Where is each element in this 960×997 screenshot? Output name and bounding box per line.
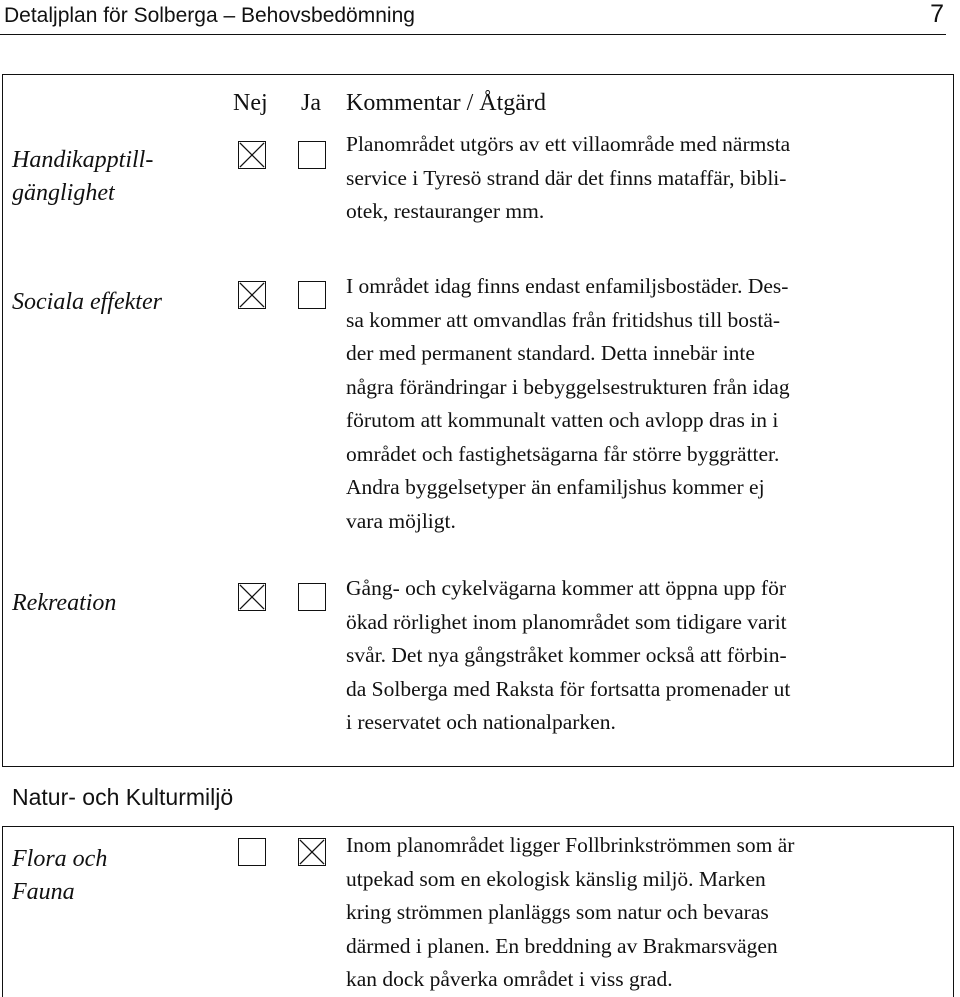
category-line: gänglighet — [12, 180, 115, 206]
comment-line: därmed i planen. En breddning av Brakmarsvägen — [346, 933, 778, 958]
comment-sociala-effekter — [346, 270, 950, 538]
column-header-ja: Ja — [301, 90, 321, 116]
comment-line: otek, restauranger mm. — [346, 199, 545, 223]
column-header-comment: Kommentar / Åtgärd — [346, 90, 546, 116]
comment-line: Andra byggelsetyper än enfamiljshus kommer ej — [346, 475, 765, 499]
category-line: Flora och — [12, 846, 108, 872]
category-line: Fauna — [12, 879, 75, 905]
comment-line: i reservatet och nationalparken. — [346, 710, 616, 734]
nej-checkbox[interactable] — [238, 281, 266, 309]
ja-checkbox[interactable] — [298, 281, 326, 309]
page-header — [0, 0, 946, 35]
row-category-rekreation — [12, 587, 212, 620]
checkmark-x-icon — [239, 142, 265, 168]
ja-checkbox[interactable] — [298, 838, 326, 866]
comment-line: några förändringar i bebyggelsestrukturen från idag — [346, 374, 790, 399]
ja-checkbox[interactable] — [298, 583, 326, 611]
ja-checkbox[interactable] — [298, 141, 326, 169]
comment-line: kan dock påverka området i viss grad. — [346, 967, 673, 991]
page-number: 7 — [930, 0, 944, 28]
row-category-handikapptillganglighet — [12, 144, 212, 210]
comment-line: vara möjligt. — [346, 508, 456, 533]
comment-handikapptillganglighet — [346, 128, 950, 229]
column-header-nej: Nej — [233, 90, 268, 116]
comment-line: ökad rörlighet inom planområdet som tidigare varit — [346, 609, 787, 634]
nej-checkbox[interactable] — [238, 838, 266, 866]
section-heading: Natur- och Kulturmiljö — [12, 784, 234, 810]
row-category-flora-och-fauna — [12, 843, 212, 909]
comment-line: Inom planområdet ligger Follbrinkströmmen som är — [346, 833, 795, 857]
nej-checkbox[interactable] — [238, 141, 266, 169]
comment-line: kring strömmen planläggs som natur och bevaras — [346, 900, 769, 924]
comment-line: svår. Det nya gångstråket kommer också att förbin- — [346, 643, 787, 667]
checkmark-x-icon — [239, 282, 265, 308]
comment-rekreation — [346, 572, 950, 740]
category-line: Sociala effekter — [12, 289, 162, 315]
comment-line: I området idag finns endast enfamiljsbostäder. Des- — [346, 274, 789, 298]
category-line: Rekreation — [12, 590, 117, 616]
comment-line: Gång- och cykelvägarna kommer att öppna upp för — [346, 576, 786, 600]
comment-line: service i Tyresö strand där det finns mataffär, bibli- — [346, 165, 787, 190]
comment-line: förutom att kommunalt vatten och avlopp dras in i — [346, 408, 779, 432]
comment-line: sa kommer att omvandlas från fritidshus till bostä- — [346, 307, 781, 332]
checkmark-x-icon — [239, 584, 265, 610]
category-line: Handikapptill- — [12, 147, 154, 173]
comment-flora-och-fauna — [346, 829, 950, 997]
checkmark-x-icon — [299, 839, 325, 865]
document-title: Detaljplan för Solberga – Behovsbedömning — [4, 4, 415, 27]
comment-line: der med permanent standard. Detta innebär inte — [346, 341, 755, 365]
comment-line: området och fastighetsägarna får större byggrätter. — [346, 441, 780, 466]
comment-line: da Solberga med Raksta för fortsatta promenader ut — [346, 676, 791, 701]
row-category-sociala-effekter — [12, 286, 212, 319]
comment-line: utpekad som en ekologisk känslig miljö. Marken — [346, 866, 766, 891]
nej-checkbox[interactable] — [238, 583, 266, 611]
comment-line: Planområdet utgörs av ett villaområde med närmsta — [346, 132, 791, 156]
